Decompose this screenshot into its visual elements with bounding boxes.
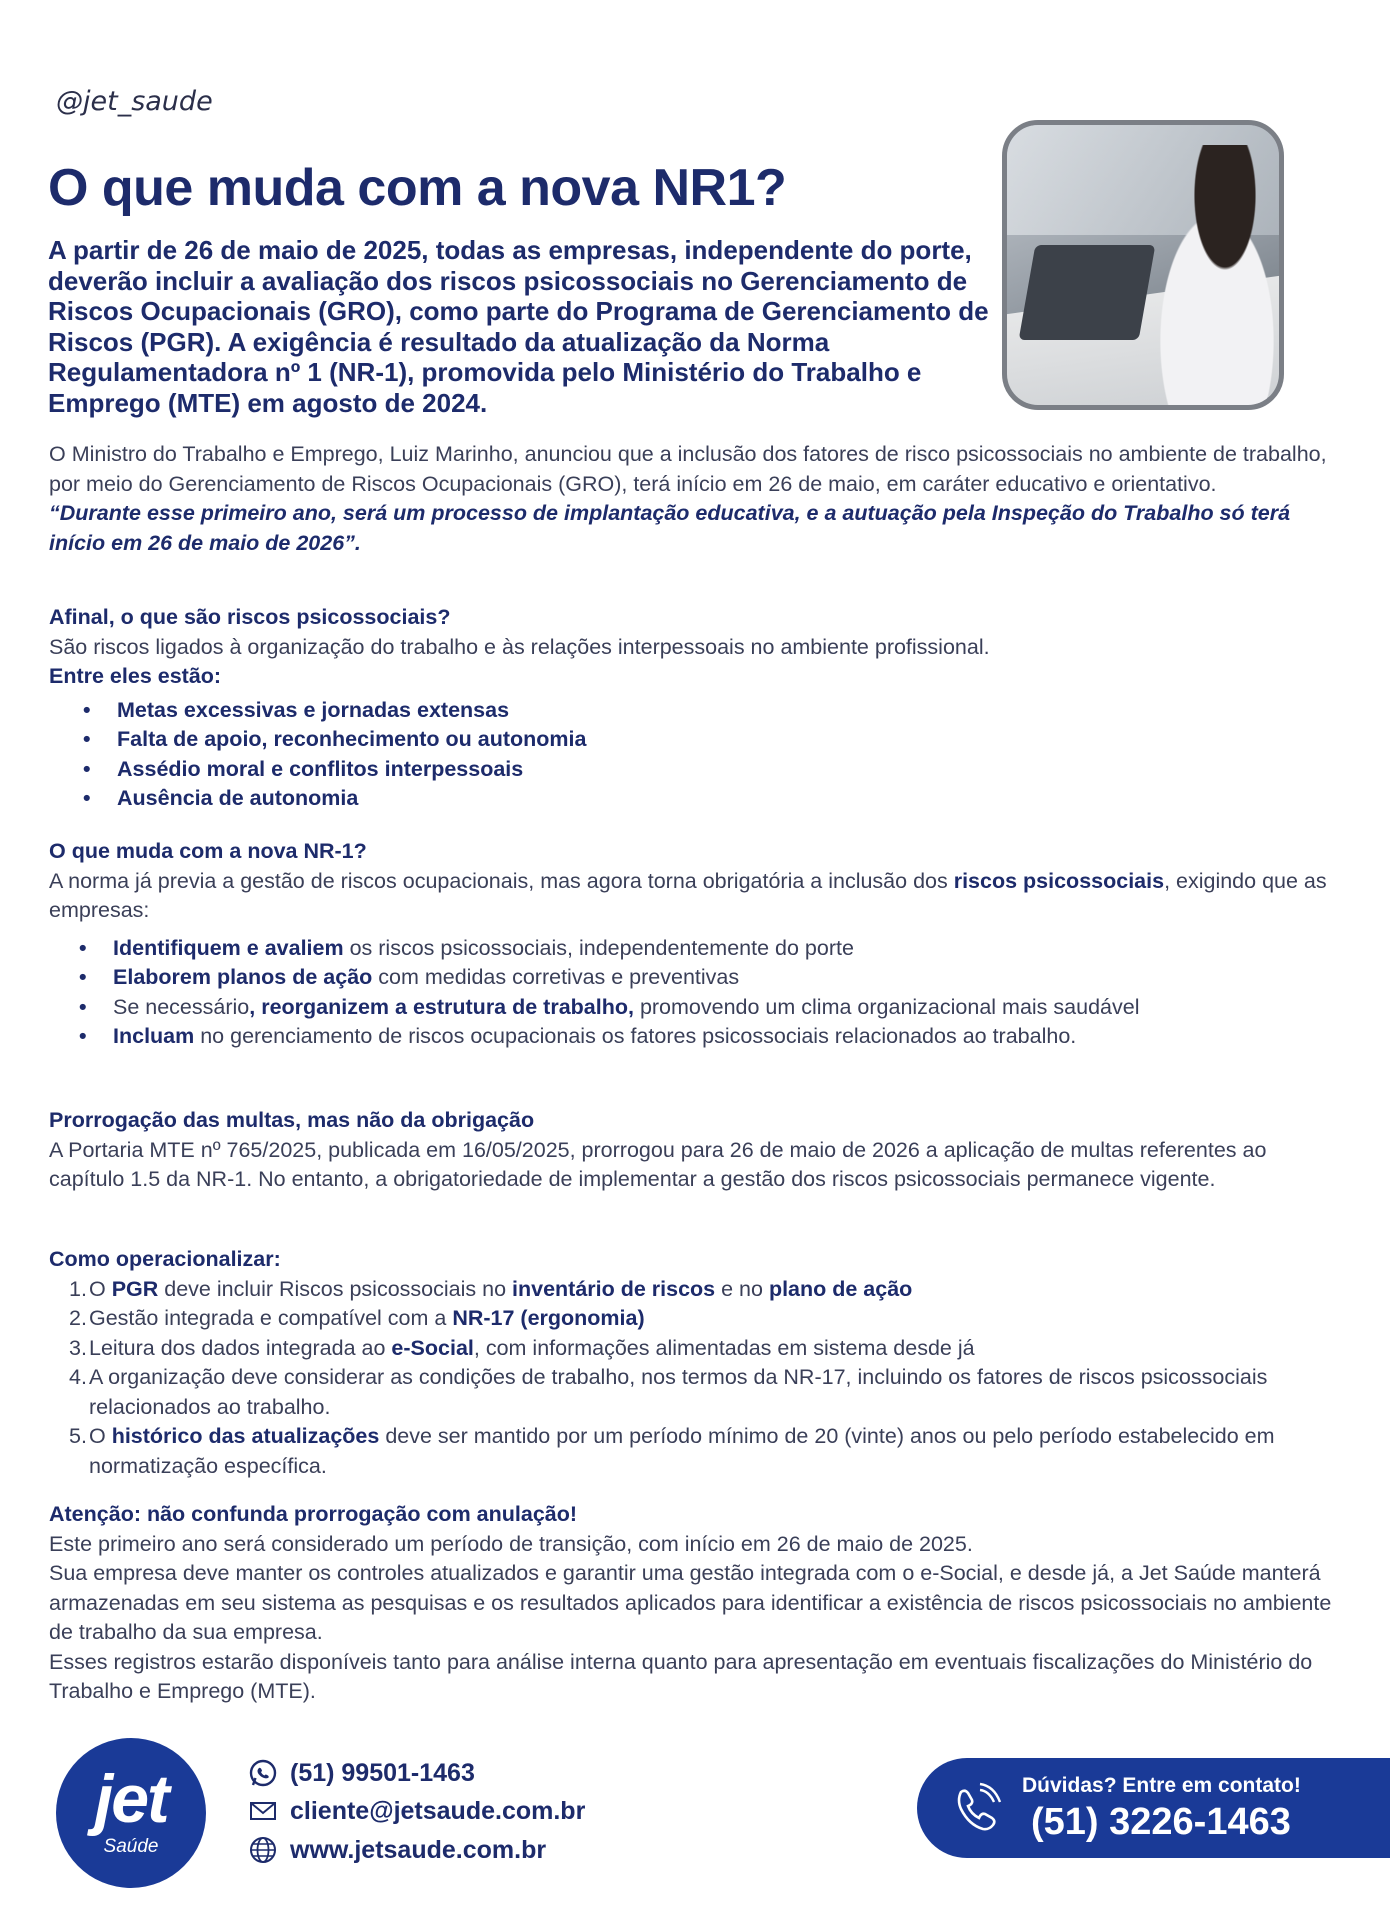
attention-line: Este primeiro ano será considerado um período de transição, com início em 26 de maio de 2025. (49, 1531, 973, 1556)
whatsapp-contact[interactable] (248, 1758, 475, 1788)
risks-text: São riscos ligados à organização do trabalho e às relações interpessoais no ambiente profissional. (49, 634, 990, 659)
list-number: 2. (69, 1306, 87, 1330)
fines-text: A Portaria MTE nº 765/2025, publicada em 16/05/2025, prorrogou para 26 de maio de 2026 a aplicação de multas referentes ao capítulo 1.5 da NR-1. No entanto, a obrigatoriedade de implementar a gestão dos riscos psicossociais permanece vigente. (49, 1137, 1267, 1191)
fines-section (49, 1106, 1339, 1195)
risks-subheading: Entre eles estão: (49, 664, 222, 688)
changes-text: A norma já previa a gestão de riscos ocupacionais, mas agora torna obrigatória a inclusão dos riscos psicossociais, exigindo que as empresas: (49, 868, 1327, 922)
list-item: • Elaborem planos de ação com medidas corretivas e preventivas (49, 963, 1339, 993)
changes-heading: O que muda com a nova NR-1? (49, 839, 367, 863)
risks-heading: Afinal, o que são riscos psicossociais? (49, 605, 451, 629)
email-address: cliente@jetsaude.com.br (290, 1796, 586, 1825)
list-item: 5. O histórico das atualizações deve ser mantido por um período mínimo de 20 (vinte) anos ou pelo período estabelecido em normatização específica. (69, 1424, 1275, 1478)
list-item: 4. A organização deve considerar as condições de trabalho, nos termos da NR-17, incluindo os fatores de riscos psicossociais relacionados ao trabalho. (69, 1365, 1268, 1419)
attention-heading: Atenção: não confunda prorrogação com anulação! (49, 1502, 578, 1526)
logo-sub-text: Saúde (103, 1836, 159, 1857)
risks-list (49, 696, 1339, 814)
list-item: • Identifiquem e avaliem os riscos psicossociais, independentemente do porte (49, 934, 1339, 964)
logo-main-text: jet (94, 1761, 168, 1837)
whatsapp-number: (51) 99501-1463 (290, 1758, 475, 1787)
list-item: • Falta de apoio, reconhecimento ou autonomia (49, 725, 1339, 755)
contact-phone-banner[interactable] (917, 1758, 1390, 1858)
jet-saude-logo (56, 1738, 206, 1888)
list-item: • Assédio moral e conflitos interpessoais (49, 755, 1339, 785)
page-title: O que muda com a nova NR1? (48, 159, 787, 217)
attention-section (49, 1500, 1339, 1707)
changes-section (49, 837, 1339, 1052)
operate-heading: Como operacionalizar: (49, 1247, 281, 1271)
list-number: 5. (69, 1424, 87, 1448)
list-item: • Se necessário, reorganizem a estrutura de trabalho, promovendo um clima organizacional mais saudável (49, 993, 1339, 1023)
globe-icon (248, 1835, 278, 1865)
office-woman-photo (1002, 120, 1284, 410)
photo-person (1129, 145, 1284, 410)
operate-section (49, 1245, 1339, 1481)
banner-phone: (51) 3226-1463 (1031, 1801, 1291, 1843)
website-url: www.jetsaude.com.br (290, 1835, 547, 1864)
operate-list (49, 1275, 1339, 1482)
attention-line: Esses registros estarão disponíveis tanto para análise interna quanto para apresentação em eventuais fiscalizações do Ministério do Trabalho e Emprego (MTE). (49, 1649, 1313, 1703)
list-item: 2. Gestão integrada e compatível com a NR-17 (ergonomia) (49, 1304, 1339, 1334)
intro-section (49, 440, 1339, 558)
social-handle: @jet_saude (56, 86, 213, 117)
whatsapp-icon (248, 1758, 278, 1788)
email-contact[interactable] (248, 1796, 585, 1826)
intro-paragraph: O Ministro do Trabalho e Emprego, Luiz Marinho, anunciou que a inclusão dos fatores de risco psicossociais no ambiente de trabalho, por meio do Gerenciamento de Riscos Ocupacionais (GRO), terá início em 26 de maio, em caráter educativo e orientativo. (49, 442, 1327, 496)
list-item: • Metas excessivas e jornadas extensas (49, 696, 1339, 726)
envelope-icon (248, 1796, 278, 1826)
list-number: 3. (69, 1335, 87, 1360)
list-item: • Incluam no gerenciamento de riscos ocupacionais os fatores psicossociais relacionados ao trabalho. (49, 1022, 1339, 1052)
list-number: 1. (69, 1276, 87, 1301)
website-contact[interactable] (248, 1835, 546, 1865)
attention-line: Sua empresa deve manter os controles atualizados e garantir uma gestão integrada com o e-Social, e desde já, a Jet Saúde manterá armazenadas em seu sistema as pesquisas e os resultados aplicados para identificar a existência de riscos psicossociais no ambiente de trabalho da sua empresa. (49, 1561, 1332, 1644)
list-item: • Ausência de autonomia (49, 784, 1339, 814)
list-item: 1. O PGR deve incluir Riscos psicossociais no inventário de riscos e no plano de ação (49, 1275, 1339, 1305)
changes-list (49, 934, 1339, 1052)
list-number: 4. (69, 1365, 87, 1389)
fines-heading: Prorrogação das multas, mas não da obrigação (49, 1108, 535, 1132)
phone-ringing-icon (947, 1780, 1007, 1840)
banner-label: Dúvidas? Entre em contato! (1022, 1774, 1301, 1797)
list-item: 3. Leitura dos dados integrada ao e-Social, com informações alimentadas em sistema desde já (49, 1334, 1339, 1364)
risks-section (49, 603, 1339, 814)
intro-quote: “Durante esse primeiro ano, será um processo de implantação educativa, e a autuação pela Inspeção do Trabalho só terá início em 26 de maio de 2026”. (49, 501, 1291, 555)
lead-paragraph: A partir de 26 de maio de 2025, todas as empresas, independente do porte, deverão incluir a avaliação dos riscos psicossociais no Gerenciamento de Riscos Ocupacionais (GRO), como parte do Programa de Gerenciamento de Riscos (PGR). A exigência é resultado da atualização da Norma Regulamentadora nº 1 (NR-1), promovida pelo Ministério do Trabalho e Emprego (MTE) em agosto de 2024. (48, 235, 989, 418)
